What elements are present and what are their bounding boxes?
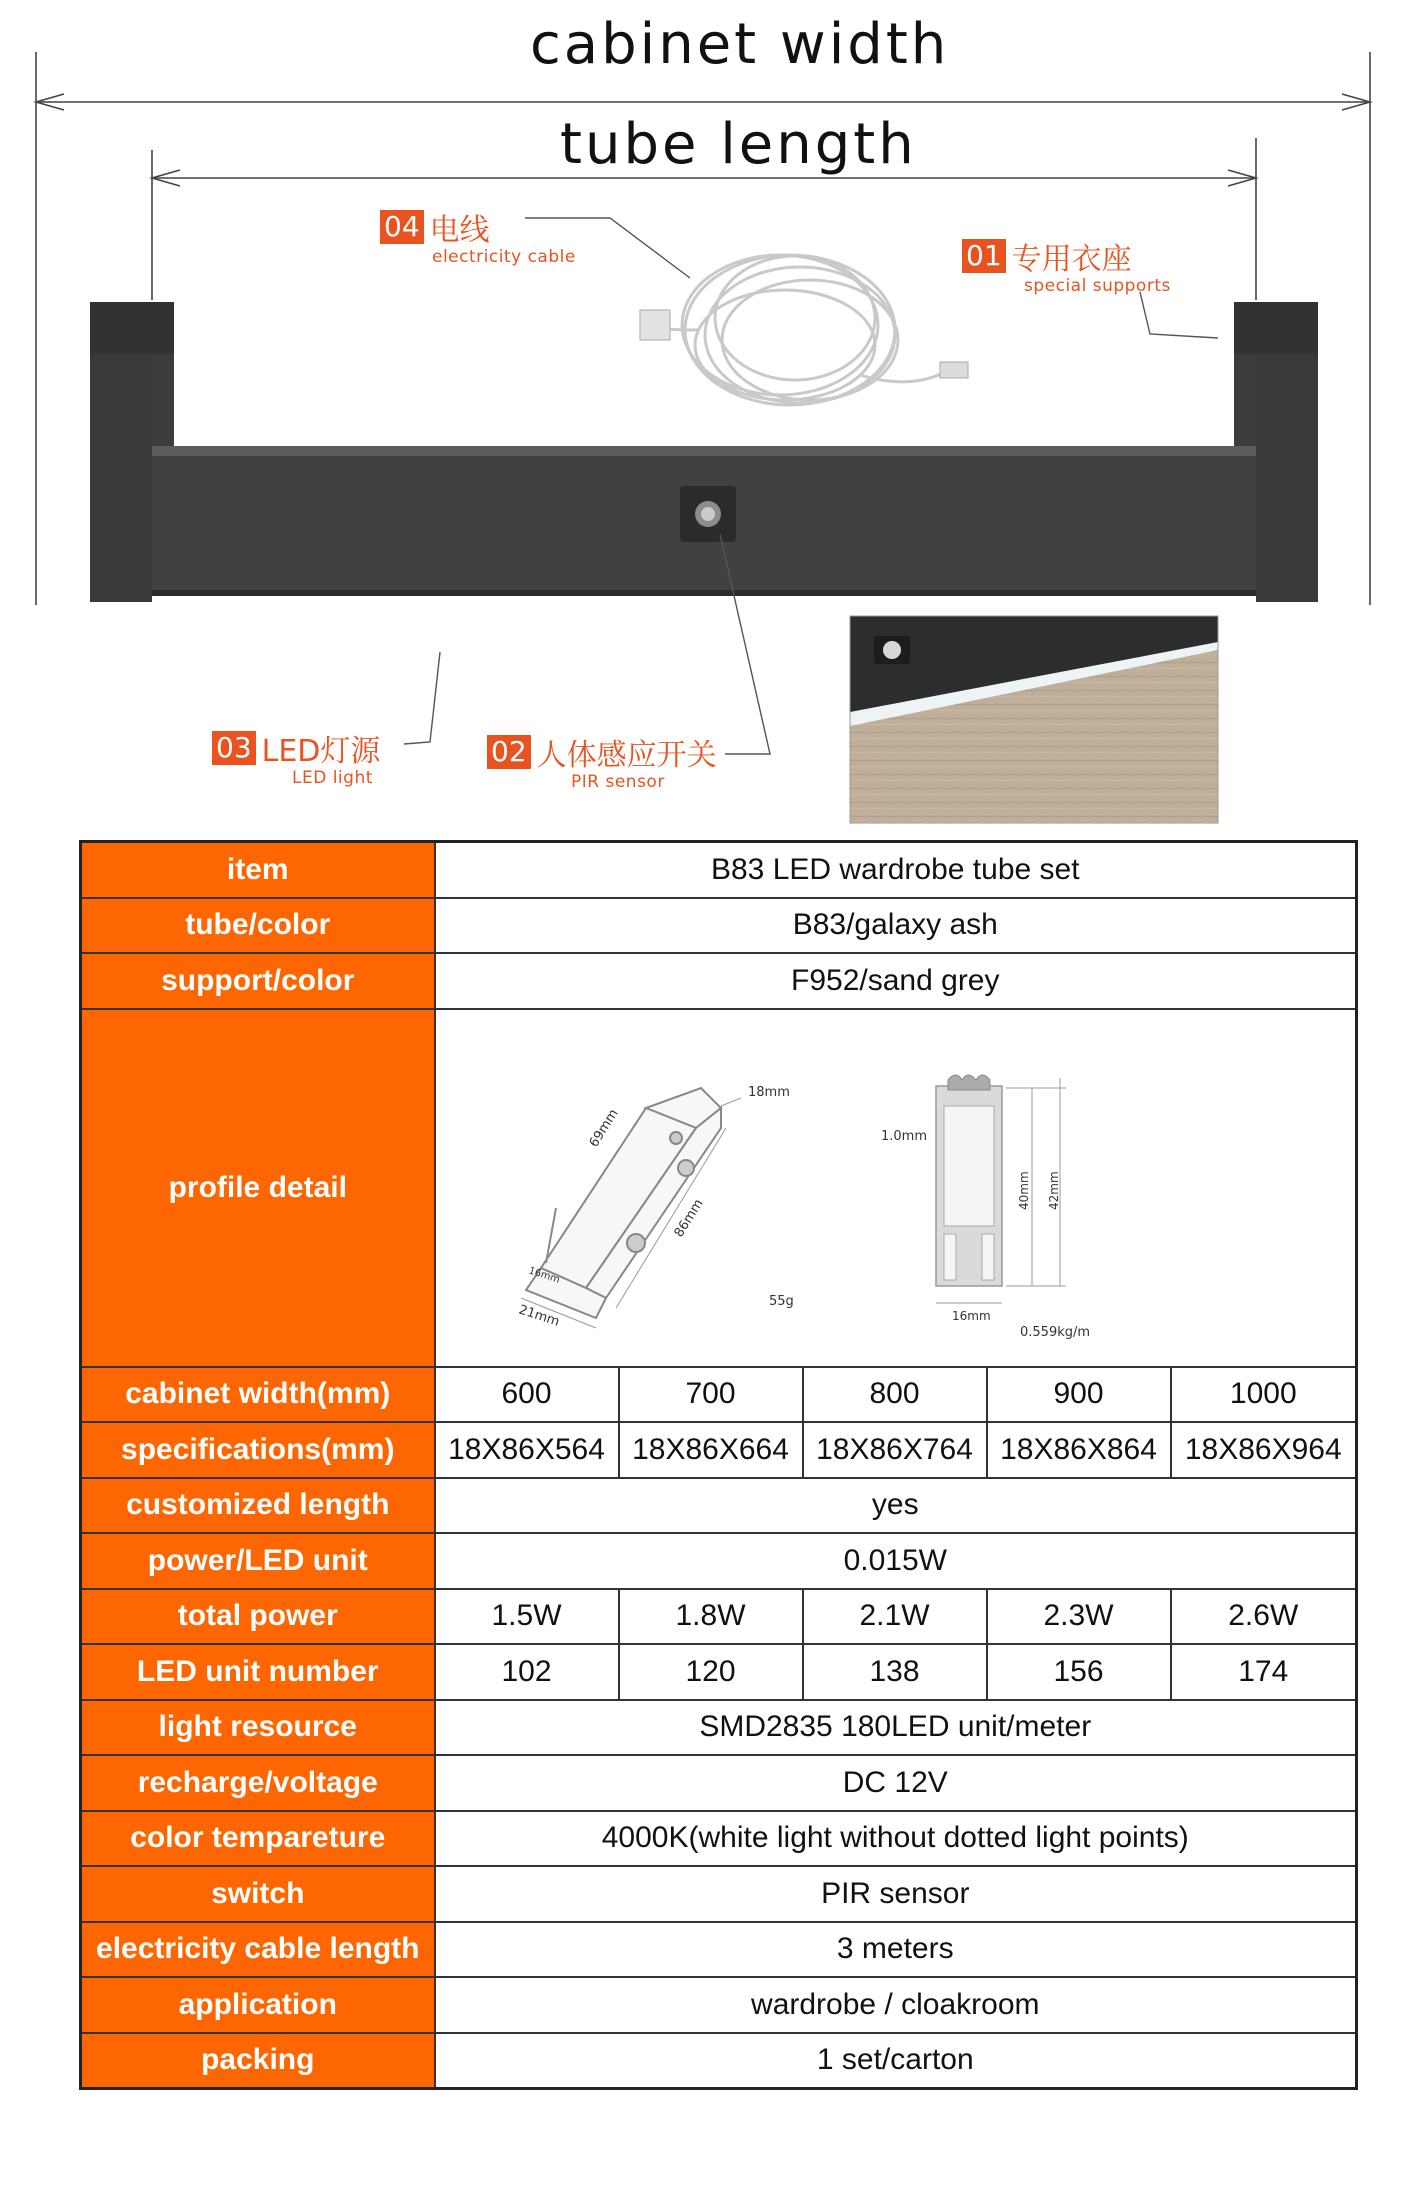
table-row	[81, 1700, 1357, 1756]
total-power-value: 2.1W	[803, 1589, 987, 1645]
specification-value: 18X86X864	[987, 1422, 1171, 1478]
dim-69mm: 69mm	[586, 1106, 622, 1150]
cabinet-width-value: 600	[435, 1367, 619, 1423]
row-value-item: B83 LED wardrobe tube set	[435, 842, 1357, 898]
callout-pir-sensor	[487, 730, 717, 792]
callout-english-label: special supports	[1024, 276, 1171, 296]
callout-chinese-label: 人体感应开关	[536, 738, 717, 773]
row-value-application: wardrobe / cloakroom	[435, 1977, 1357, 2033]
cabinet-width-value: 900	[987, 1367, 1171, 1423]
row-value-tube-color: B83/galaxy ash	[435, 898, 1357, 954]
row-label-light-resource: light resource	[81, 1700, 435, 1756]
table-row	[81, 1755, 1357, 1811]
row-value-light-resource: SMD2835 180LED unit/meter	[435, 1700, 1357, 1756]
tube-length-title: tube length	[560, 112, 917, 177]
cabinet-width-value: 1000	[1171, 1367, 1357, 1423]
led-unit-number-value: 156	[987, 1644, 1171, 1700]
row-label-item: item	[81, 842, 435, 898]
row-label-recharge-voltage: recharge/voltage	[81, 1755, 435, 1811]
diagram-graphics	[0, 0, 1408, 830]
row-label-led-unit-number: LED unit number	[81, 1644, 435, 1700]
product-photo	[850, 616, 1218, 823]
callout-special-supports	[962, 234, 1171, 296]
dim-18mm: 18mm	[747, 1084, 790, 1100]
callout-number: 03	[212, 731, 256, 765]
table-row	[81, 2033, 1357, 2089]
dim-16mm-tube: 16mm	[951, 1308, 991, 1323]
row-label-application: application	[81, 1977, 435, 2033]
row-label-tube-color: tube/color	[81, 898, 435, 954]
row-label-customized-length: customized length	[81, 1478, 435, 1534]
specification-value: 18X86X764	[803, 1422, 987, 1478]
row-label-power-led-unit: power/LED unit	[81, 1533, 435, 1589]
row-label-support-color: support/color	[81, 953, 435, 1009]
table-row	[81, 1977, 1357, 2033]
total-power-value: 2.6W	[1171, 1589, 1357, 1645]
callout-english-label: LED light	[292, 768, 373, 788]
total-power-value: 1.8W	[619, 1589, 803, 1645]
cabinet-width-value: 700	[619, 1367, 803, 1423]
led-unit-number-value: 102	[435, 1644, 619, 1700]
callout-number: 01	[962, 239, 1006, 273]
callout-number: 04	[380, 210, 424, 244]
tube-profile-drawing	[936, 1075, 1002, 1286]
tube-weight: 0.559kg/m	[1019, 1324, 1090, 1340]
profile-drawings	[436, 1018, 1356, 1358]
cabinet-width-title: cabinet width	[530, 12, 950, 77]
callout-chinese-label: LED灯源	[261, 734, 381, 769]
led-unit-number-value: 138	[803, 1644, 987, 1700]
row-label-cable-length: electricity cable length	[81, 1922, 435, 1978]
callout-english-label: PIR sensor	[571, 772, 665, 792]
support-weight: 55g	[768, 1293, 794, 1309]
callout-chinese-label: 电线	[429, 213, 490, 248]
row-value-customized-length: yes	[435, 1478, 1357, 1534]
row-label-profile-detail: profile detail	[81, 1009, 435, 1367]
dim-42mm: 42mm	[1046, 1170, 1061, 1210]
row-value-cable-length: 3 meters	[435, 1922, 1357, 1978]
dim-21mm: 21mm	[516, 1302, 561, 1330]
table-row	[81, 1009, 1357, 1367]
total-power-value: 2.3W	[987, 1589, 1171, 1645]
dim-wall-thickness: 1.0mm	[880, 1128, 927, 1144]
table-row	[81, 1589, 1357, 1645]
table-row	[81, 898, 1357, 954]
table-row	[81, 1644, 1357, 1700]
row-value-packing: 1 set/carton	[435, 2033, 1357, 2089]
table-row	[81, 1478, 1357, 1534]
callout-led-light	[212, 726, 380, 788]
table-row	[81, 1811, 1357, 1867]
table-row	[81, 842, 1357, 898]
total-power-value: 1.5W	[435, 1589, 619, 1645]
table-row	[81, 1533, 1357, 1589]
table-row	[81, 1422, 1357, 1478]
row-value-recharge-voltage: DC 12V	[435, 1755, 1357, 1811]
table-row	[81, 1922, 1357, 1978]
spec-table	[79, 840, 1358, 2090]
row-value-switch: PIR sensor	[435, 1866, 1357, 1922]
specification-value: 18X86X664	[619, 1422, 803, 1478]
table-row	[81, 953, 1357, 1009]
specification-value: 18X86X964	[1171, 1422, 1357, 1478]
row-label-total-power: total power	[81, 1589, 435, 1645]
profile-detail-cell	[435, 1009, 1357, 1367]
cabinet-width-value: 800	[803, 1367, 987, 1423]
led-unit-number-value: 120	[619, 1644, 803, 1700]
callout-electricity-cable	[380, 205, 576, 267]
callout-chinese-label: 专用衣座	[1011, 242, 1132, 277]
specification-value: 18X86X564	[435, 1422, 619, 1478]
callout-number: 02	[487, 735, 531, 769]
pir-sensor-on-tube	[680, 486, 736, 542]
table-row	[81, 1367, 1357, 1423]
row-label-specifications: specifications(mm)	[81, 1422, 435, 1478]
dim-40mm: 40mm	[1016, 1170, 1031, 1210]
dim-86mm: 86mm	[671, 1196, 707, 1240]
dim-16mm-support: 16mm	[526, 1264, 561, 1286]
callout-english-label: electricity cable	[432, 247, 576, 267]
row-value-color-temperature: 4000K(white light without dotted light points)	[435, 1811, 1357, 1867]
row-label-packing: packing	[81, 2033, 435, 2089]
row-value-power-led-unit: 0.015W	[435, 1533, 1357, 1589]
row-value-support-color: F952/sand grey	[435, 953, 1357, 1009]
row-label-color-temperature: color tempareture	[81, 1811, 435, 1867]
led-unit-number-value: 174	[1171, 1644, 1357, 1700]
row-label-switch: switch	[81, 1866, 435, 1922]
table-row	[81, 1866, 1357, 1922]
row-label-cabinet-width: cabinet width(mm)	[81, 1367, 435, 1423]
